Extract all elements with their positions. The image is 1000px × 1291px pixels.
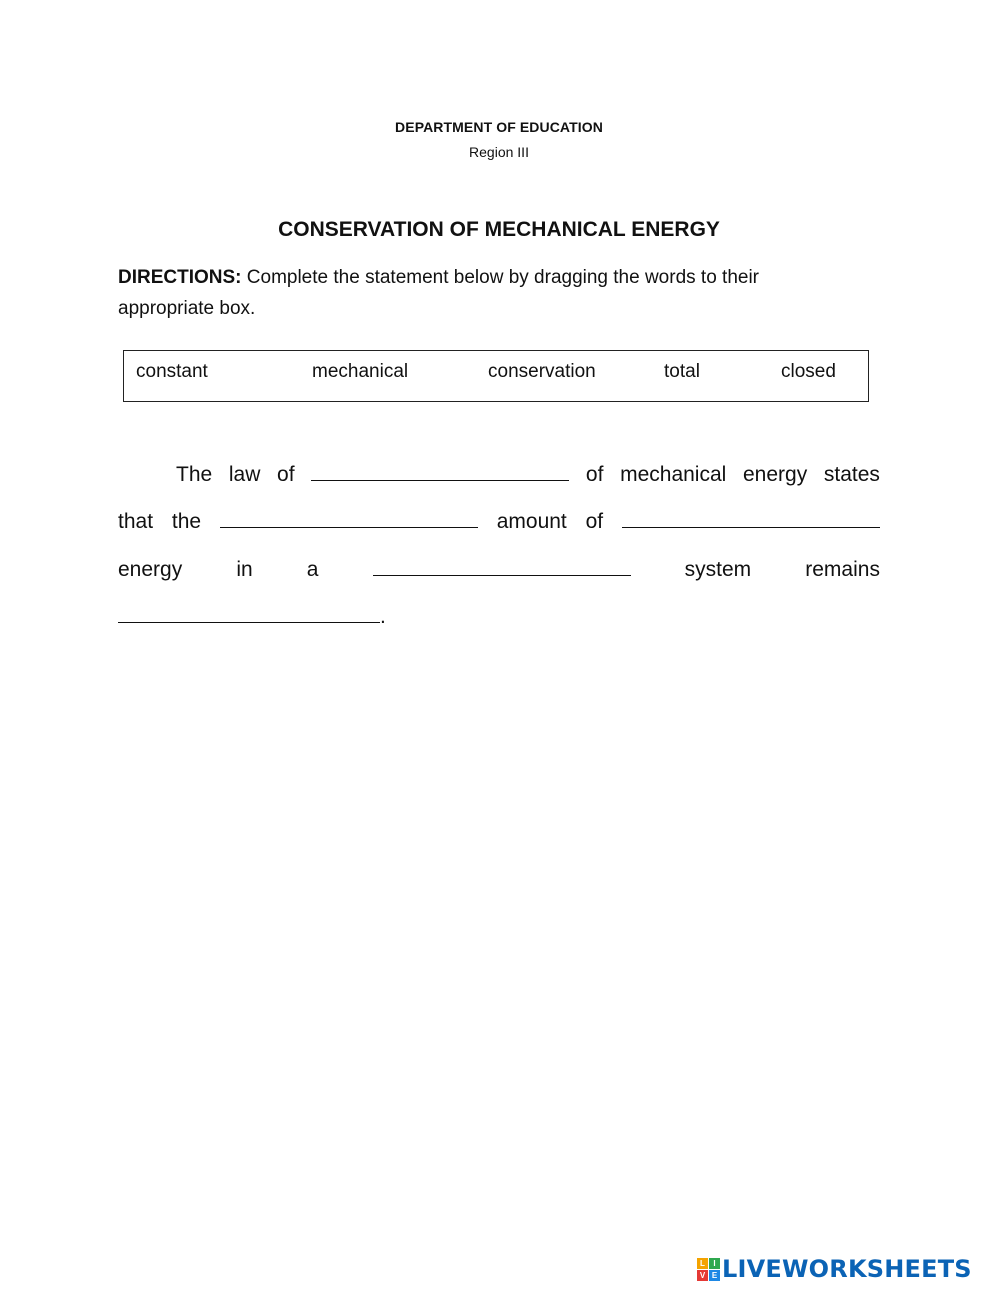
logo-badge-letter: V — [697, 1270, 708, 1281]
drop-box-5[interactable] — [118, 600, 380, 623]
drop-box-2[interactable] — [220, 505, 478, 528]
logo-badge-letter: I — [709, 1258, 720, 1269]
logo-badge-letter: E — [709, 1270, 720, 1281]
word-bank-item-constant[interactable]: constant — [136, 361, 208, 382]
department-header: DEPARTMENT OF EDUCATION — [395, 119, 603, 135]
statement-word: mechanical — [620, 463, 727, 486]
statement-word: remains — [805, 558, 880, 581]
logo-badge-letter: L — [697, 1258, 708, 1269]
word-bank-item-conservation[interactable]: conservation — [488, 361, 596, 382]
statement-word: a — [306, 558, 319, 581]
statement-word: energy — [743, 463, 808, 486]
liveworksheets-logo — [697, 1255, 972, 1283]
statement-word: of — [277, 463, 295, 486]
logo-text: LIVEWORKSHEETS — [722, 1255, 972, 1283]
statement-line-3 — [118, 553, 880, 584]
statement-word: system — [684, 558, 752, 581]
logo-badge-icon — [697, 1258, 720, 1281]
statement-word: of — [585, 510, 604, 533]
statement-word: amount — [496, 510, 567, 533]
drop-box-4[interactable] — [373, 553, 631, 576]
statement-end-period: . — [380, 605, 386, 628]
statement-line-2 — [118, 505, 880, 536]
statement-line-4 — [118, 600, 386, 631]
statement-word: that — [118, 510, 154, 533]
statement-word: The — [176, 463, 213, 486]
statement-word: states — [823, 463, 880, 486]
word-bank — [123, 350, 869, 402]
statement-word: law — [228, 463, 261, 486]
drop-box-1[interactable] — [311, 458, 569, 481]
word-bank-item-mechanical[interactable]: mechanical — [312, 361, 409, 382]
directions-text: Complete the statement below by dragging the words to their appropriate box. — [118, 267, 760, 319]
statement-word: the — [171, 510, 202, 533]
directions — [118, 262, 838, 324]
statement-word: in — [236, 558, 253, 581]
statement-line-1 — [118, 458, 880, 489]
statement-word: of — [585, 463, 604, 486]
region-subheader: Region III — [469, 144, 529, 160]
worksheet-title: CONSERVATION OF MECHANICAL ENERGY — [278, 218, 720, 241]
word-bank-item-total[interactable]: total — [664, 361, 700, 382]
directions-label: DIRECTIONS: — [118, 267, 242, 288]
word-bank-item-closed[interactable]: closed — [781, 361, 836, 382]
drop-box-3[interactable] — [622, 505, 880, 528]
statement-word: energy — [118, 558, 183, 581]
